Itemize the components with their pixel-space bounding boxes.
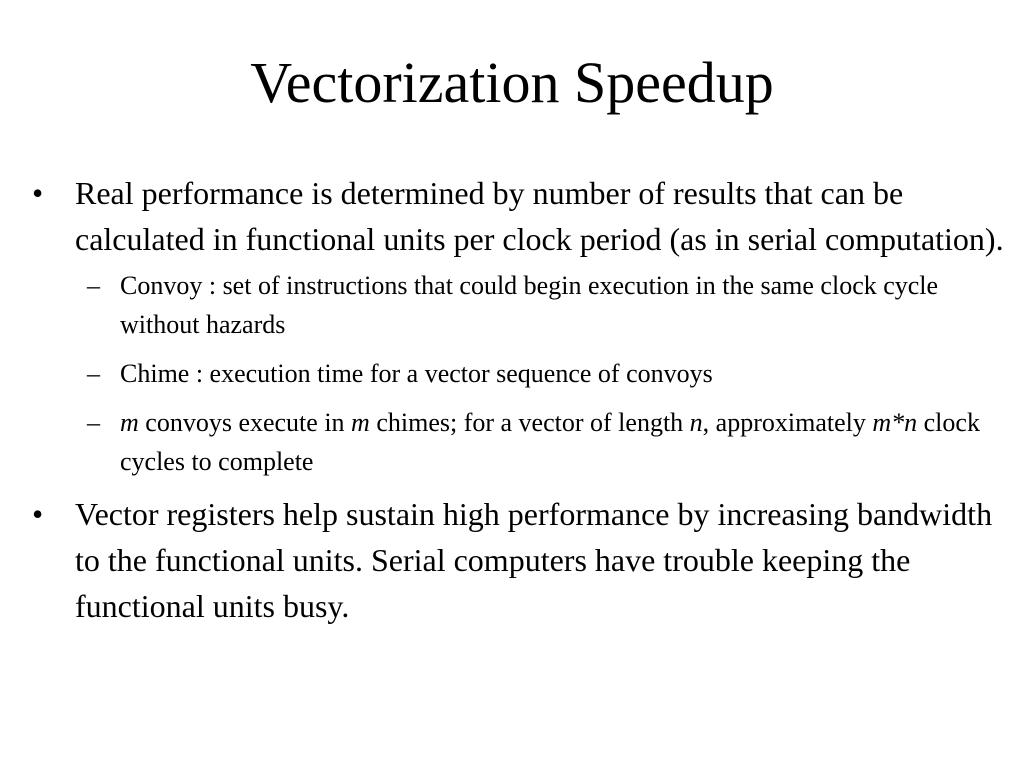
sub-bullet-text: Chime : execution time for a vector sequence of convoys bbox=[120, 359, 713, 388]
text-segment: , approximately bbox=[702, 408, 873, 437]
bullet-text: Vector registers help sustain high performance by increasing bandwidth to the functional units. Serial computers have trouble keeping the functional units busy. bbox=[75, 496, 993, 624]
sub-bullet-list bbox=[75, 266, 1005, 481]
italic-m: m bbox=[120, 408, 139, 437]
text-segment: chimes; for a vector of length bbox=[369, 408, 690, 437]
italic-mn: m*n bbox=[872, 408, 918, 437]
sub-bullet-item bbox=[75, 354, 1005, 393]
sub-bullet-text bbox=[120, 408, 980, 476]
bullet-list bbox=[30, 170, 1005, 639]
italic-n: n bbox=[689, 408, 703, 437]
dash-marker: – bbox=[87, 408, 100, 437]
bullet-item bbox=[30, 170, 1005, 481]
sub-bullet-text: Convoy : set of instructions that could begin execution in the same clock cycle without hazards bbox=[120, 271, 939, 339]
text-segment: convoys execute in bbox=[138, 408, 352, 437]
sub-bullet-item bbox=[75, 403, 1005, 481]
bullet-item bbox=[30, 491, 1005, 629]
slide-title: Vectorization Speedup bbox=[250, 50, 774, 115]
text-segment: clock cycles to complete bbox=[120, 408, 980, 476]
bullet-text: Real performance is determined by number of results that can be calculated in functional units per clock period (as in serial computation). bbox=[75, 175, 1004, 257]
italic-m: m bbox=[351, 408, 370, 437]
dash-marker: – bbox=[87, 359, 100, 388]
bullet-marker: • bbox=[32, 175, 44, 211]
dash-marker: – bbox=[87, 271, 100, 300]
bullet-marker: • bbox=[32, 496, 44, 532]
sub-bullet-item bbox=[75, 266, 1005, 344]
